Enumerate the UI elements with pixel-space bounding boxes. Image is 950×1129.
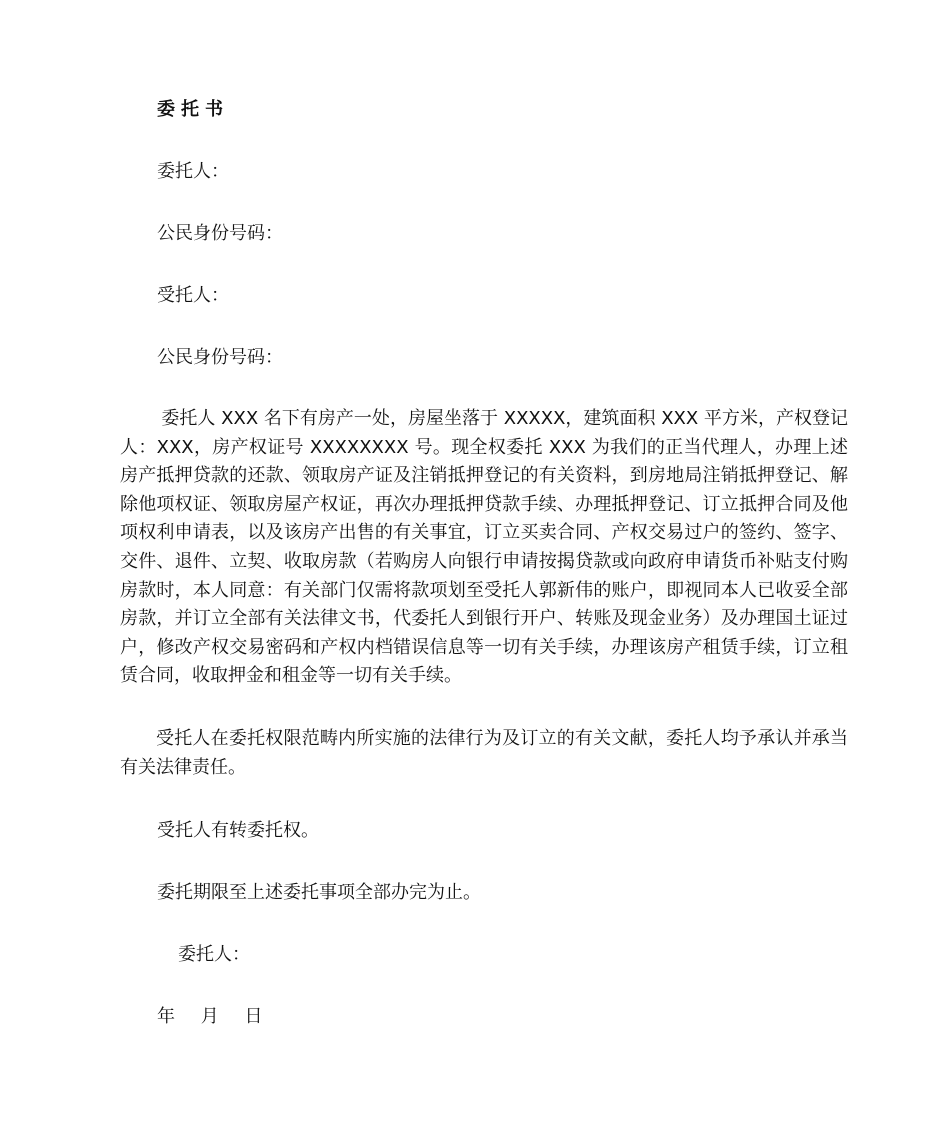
agent-id-field: 公民身份号码： xyxy=(157,347,283,368)
principal-field: 委托人： xyxy=(157,161,229,182)
date-line: 年 月 日 xyxy=(157,1006,263,1027)
transfer-statement: 受托人有转委托权。 xyxy=(157,820,319,841)
authorization-paragraph: 委托人 XXX 名下有房产一处，房屋坐落于 XXXXX，建筑面积 XXX 平方米，产权登记人：XXX，房产权证号 XXXXXXXX 号。现全权委托 XXX 为我们的正当代理人，办理上述房产抵押贷款的还款、领取房产证及注销抵押登记的有关资料，到房地局注销抵押登记、解除他项权证、领取房屋产权证，再次办理抵押贷款手续、办理抵押登记、订立抵押合同及他项权利申请表，以及该房产出售的有关事宜，订立买卖合同、产权交易过户的签约、签字、交件、退件、立契、收取房款（若购房人向银行申请按揭贷款或向政府申请货币补贴支付购房款时，本人同意：有关部门仅需将款项划至受托人郭新伟的账户，即视同本人已收妥全部房款，并订立全部有关法律文书，代委托人到银行开户、转账及现金业务）及办理国土证过户，修改产权交易密码和产权内档错误信息等一切有关手续，办理该房产租赁手续，订立租赁合同，收取押金和租金等一切有关手续。 xyxy=(120,408,848,687)
document-title: 委托书 xyxy=(157,99,229,120)
term-statement: 委托期限至上述委托事项全部办完为止。 xyxy=(157,882,481,903)
principal-id-field: 公民身份号码： xyxy=(157,223,283,244)
agent-field: 受托人： xyxy=(157,285,229,306)
liability-paragraph: 受托人在委托权限范畴内所实施的法律行为及订立的有关文献，委托人均予承认并承当有关法律责任。 xyxy=(120,728,848,778)
signature-line: 委托人： xyxy=(178,944,250,965)
